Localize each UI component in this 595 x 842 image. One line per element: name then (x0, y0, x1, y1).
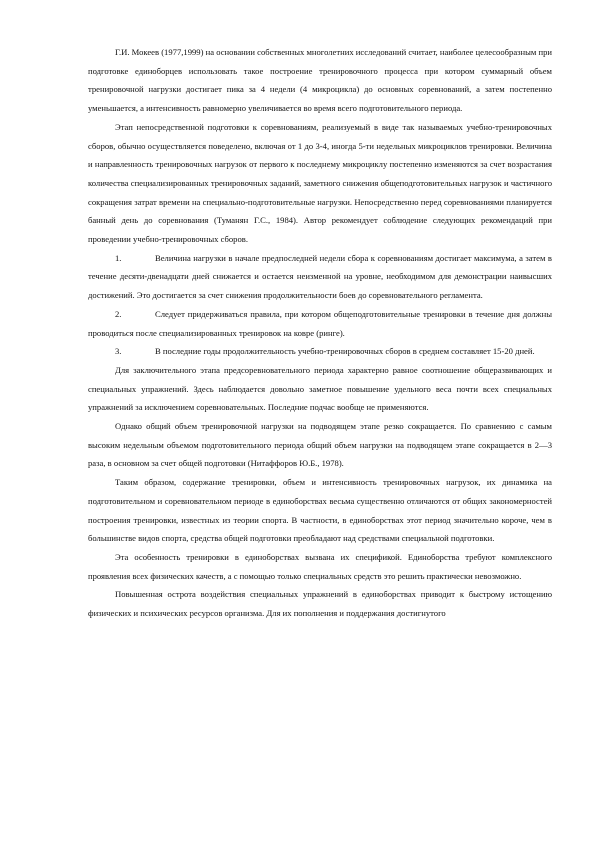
list-item (88, 249, 552, 305)
paragraph-final-stage: Для заключительного этапа предсоревновательного периода характерно равное соотношение общеразвивающих и специальных упражнений. Здесь наблюдается довольно заметное повышение удельного веса почти всех специальных упражнений за исключением соревновательных. Последние подчас вообще не применяются. (88, 364, 552, 413)
paragraph-specifics: Эта особенность тренировки в единоборствах вызвана их спецификой. Единоборства требуют комплексного проявления всех физических качеств, а с помощью только специальных средств это решить практически невозможно. (88, 551, 552, 581)
list-item-text: Следует придерживаться правила, при котором общеподготовительные тренировки в течение дня должны проводиться после специализированных тренировок на ковре (ринге). (88, 308, 552, 338)
list-item-number: 1. (115, 252, 122, 263)
document-page (88, 43, 552, 623)
list-item-text: Величина нагрузки в начале предпоследней недели сбора к соревнованиям достигает максимума, а затем в течение десяти-двенадцати дней снижается и остается неизменной на уровне, необходимом для демонстрации наивысших достижений. Это достигается за счет снижения продолжительности боев до соревновательного регламента. (88, 252, 552, 301)
list-item-number: 2. (115, 308, 122, 319)
paragraph-summary: Таким образом, содержание тренировки, объем и интенсивность тренировочных нагрузок, их динамика на подготовительном и соревновательном периоде в единоборствах весьма существенно отличаются от общих закономерностей построения тренировки, известных из теории спорта. В частности, в единоборствах этот период значительно короче, чем в большинстве видов спорта, средства общей подготовки преобладают над средствами специальной подготовки. (88, 477, 552, 544)
paragraph-training-camps: Этап непосредственной подготовки к соревнованиям, реализуемый в виде так называемых учебно-тренировочных сборов, обычно осуществляется поведелено, включая от 1 до 3-4, иногда 5-ти недельных микроциклов тренировки. Величина и направленность тренировочных нагрузок от первого к последнему микроциклу постепенно изменяются за счет возрастания количества специализированных тренировочных заданий, заметного снижения общеподготовительных нагрузок и частичного сокращения затрат времени на специально-подготовительные нагрузки. Непосредственно перед соревнованиями планируется банный день до соревнования (Туманян Г.С., 1984). Автор рекомендует соблюдение следующих рекомендаций при проведении учебно-тренировочных сборов. (88, 121, 552, 245)
list-item (88, 305, 552, 342)
paragraph-volume-reduction: Однако общий объем тренировочной нагрузки на подводящем этапе резко сокращается. По сравнению с самым высоким недельным объемом подготовительного периода общий объем нагрузки на подводящем этапе сокращается в 2—3 раза, в основном за счет общей подготовки (Нитаффоров Ю.Б., 1978). (88, 421, 552, 469)
list-item-text: В последние годы продолжительность учебно-тренировочных сборов в среднем составляет 15-20 дней. (155, 346, 535, 357)
paragraph-exhaustion: Повышенная острота воздействия специальных упражнений в единоборствах приводит к быстрому истощению физических и психических ресурсов организма. Для их пополнения и поддержания достигнутого (88, 589, 552, 619)
paragraph-mokeev: Г.И. Мокеев (1977,1999) на основании собственных многолетних исследований считает, наиболее целесообразным при подготовке единоборцев использовать такое построение тренировочного процесса при котором суммарный объем тренировочной нагрузки достигает пика за 4 недели (4 микроцикла) до основных соревнований, а затем постепенно уменьшается, а интенсивность равномерно увеличивается во время всего подготовительного периода. (88, 47, 552, 114)
list-item-number: 3. (115, 346, 122, 357)
list-item (88, 342, 552, 361)
